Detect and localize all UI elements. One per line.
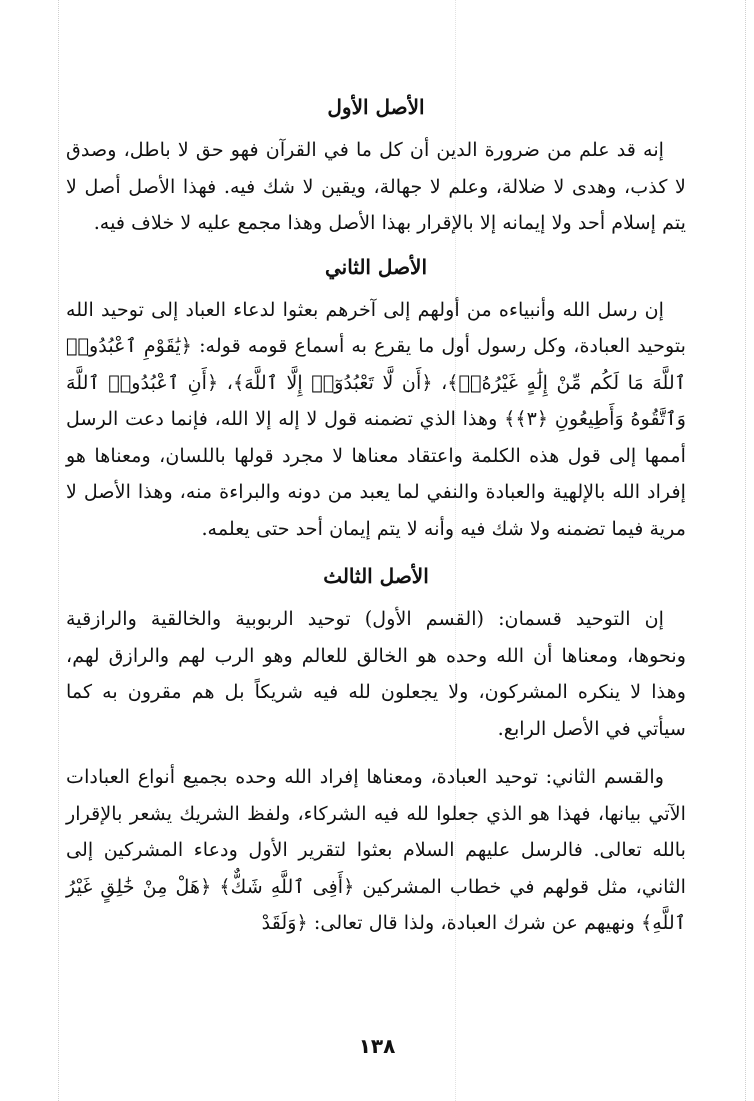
- section-heading-first-principle: الأصل الأول: [327, 95, 425, 119]
- section-heading-second-principle: الأصل الثاني: [324, 254, 428, 279]
- scan-fold-line: [58, 0, 59, 1101]
- page-number: ١٣٨: [358, 1034, 396, 1058]
- section-heading-third-principle: الأصل الثالث: [323, 564, 429, 588]
- paragraph-second-principle: إن رسل الله وأنبياءه من أولهم إلى آخرهم بعثوا لدعاء العباد إلى توحيد الله بتوحيد العبادة، وكل رسول أول ما يقرع به أسماع قومه قوله: ﴿يَٰقَوْمِ ٱعْبُدُوا۟ ٱللَّهَ مَا لَكُم مِّنْ إِلَٰهٍ غَيْرُهُۥٓ﴾، ﴿أَن لَّا تَعْبُدُوٓا۟ إِلَّا ٱللَّهَ﴾، ﴿أَنِ ٱعْبُدُوا۟ ٱللَّهَ وَٱتَّقُوهُ وَأَطِيعُونِ ﴿٣﴾﴾ وهذا الذي تضمنه قول لا إله إلا الله، فإنما دعت الرسل أممها إلى قول هذه الكلمة واعتقاد معناها لا مجرد قولها باللسان، ومعناها هو إفراد الله بالإلهية والعبادة والنفي لما يعبد من دونه والبراءة منه، وهذا الأصل لا مرية فيما تضمنه ولا شك فيه وأنه لا يتم إيمان أحد حتى يعلمه.: [66, 297, 687, 540]
- page-content: [66, 92, 686, 942]
- paragraph-third-principle-part-one: إن التوحيد قسمان: (القسم الأول) توحيد الربوبية والخالقية والرازقية ونحوها، ومعناها أن الله وحده هو الخالق للعالم وهو الرب لهم والرازق لهم، وهذا لا ينكره المشركون، ولا يجعلون لله فيه شريكاً بل هم مقرون به كما سيأتي في الأصل الرابع.: [66, 607, 686, 740]
- paragraph-first-principle: إنه قد علم من ضرورة الدين أن كل ما في القرآن فهو حق لا باطل، وصدق لا كذب، وهدى لا ضلالة، وعلم لا جهالة، ويقين لا شك فيه. فهذا الأصل أصل لا يتم إسلام أحد ولا إيمانه إلا بالإقرار بهذا الأصل وهذا مجمع عليه لا خلاف فيه.: [66, 138, 686, 234]
- paragraph-third-principle-part-two: والقسم الثاني: توحيد العبادة، ومعناها إفراد الله وحده بجميع أنواع العبادات الآتي بيانها، فهذا هو الذي جعلوا لله فيه الشركاء، ولفظ الشريك يشعر بالإقرار بالله تعالى. فالرسل عليهم السلام بعثوا لتقرير الأول ودعاء المشركين إلى الثاني، مثل قولهم في خطاب المشركين ﴿أَفِى ٱللَّهِ شَكٌّ﴾ ﴿هَلْ مِنْ خَٰلِقٍ غَيْرُ ٱللَّهِ﴾ ونهيهم عن شرك العبادة، ولذا قال تعالى: ﴿وَلَقَدْ: [66, 765, 686, 934]
- scan-fold-line: [745, 0, 746, 1101]
